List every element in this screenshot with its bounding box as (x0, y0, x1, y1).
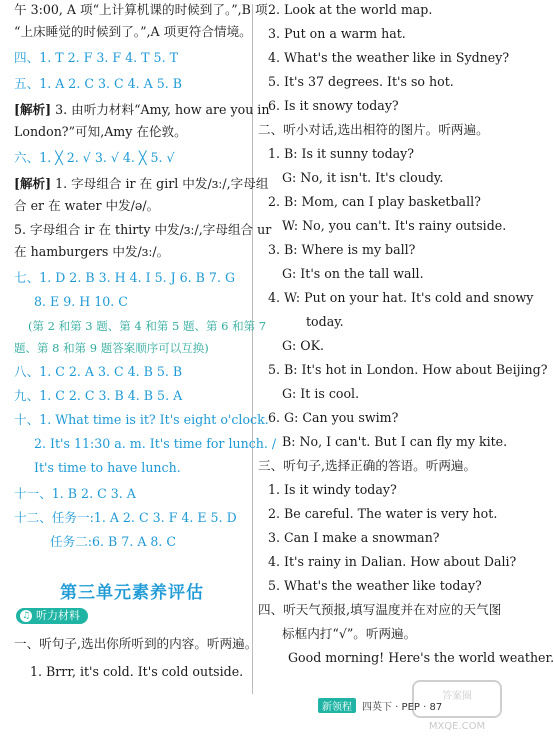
note-line: 题、第 8 和第 9 题答案顺序可以互换) (14, 341, 209, 355)
dialog-line: G: It's on the tall wall. (282, 266, 424, 281)
analysis-tag: [解析] (14, 102, 52, 117)
watermark-logo: 答案圈 MXQE.COM (412, 680, 502, 718)
dialog-line: B: No, I can't. But I can fly my kite. (282, 434, 508, 449)
answer-line-7 (14, 270, 235, 286)
answer-line-10c: It's time to have lunch. (34, 460, 181, 475)
answer-text: 任务一:1. A 2. C 3. F 4. E 5. D (51, 510, 237, 525)
dialog-line: 5. B: It's hot in London. How about Beijing? (268, 362, 548, 377)
answer-text: 1. D 2. B 3. H 4. I 5. J 6. B 7. G (39, 270, 236, 285)
section-label: 十一、 (14, 486, 52, 501)
dialog-line: 4. W: Put on your hat. It's cold and snowy (268, 290, 534, 305)
section-label: 四、 (14, 50, 40, 65)
text-line: 午 3:00, A 项“上计算机课的时候到了。”,B 项 (14, 2, 268, 17)
section-label: 六、 (14, 150, 40, 165)
listening-line: 4. What's the weather like in Sydney? (268, 50, 510, 65)
listening-line: 3. Put on a warm hat. (268, 26, 406, 41)
note-line: (第 2 和第 3 题、第 4 和第 5 题、第 6 和第 7 (28, 319, 267, 333)
analysis-2-line: 合 er 在 water 中发/ə/。 (14, 198, 160, 213)
headphone-icon: ♫ (21, 611, 31, 621)
section-1-heading: 一、听句子,选出你所听到的内容。听两遍。 (14, 636, 258, 651)
section-4-heading-cont: 标框内打“√”。听两遍。 (282, 626, 417, 641)
page-footer (318, 698, 442, 713)
dialog-line: G: It is cool. (282, 386, 360, 401)
answer-line-11 (14, 486, 136, 502)
answer-line-5 (14, 76, 182, 92)
analysis-1 (14, 102, 269, 118)
dialog-line: G: OK. (282, 338, 325, 353)
dialog-line: 2. B: Mom, can I play basketball? (268, 194, 481, 209)
section-4-heading: 四、听天气预报,填写温度并在对应的天气图 (258, 602, 502, 617)
analysis-2-line: 在 hamburgers 中发/ɜː/。 (14, 244, 170, 259)
analysis-2 (14, 176, 268, 192)
dialog-line: 1. B: Is it sunny today? (268, 146, 415, 161)
brand-tag: 新领程 (318, 698, 356, 713)
text-line: “上床睡觉的时候到了。”,A 项更符合情境。 (14, 24, 252, 39)
listening-line: 1. Brrr, it's cold. It's cold outside. (30, 664, 244, 679)
listening-line: 6. Is it snowy today? (268, 98, 399, 113)
listening-line: 5. It's 37 degrees. It's so hot. (268, 74, 454, 89)
dialog-line: G: No, it isn't. It's cloudy. (282, 170, 444, 185)
answer-text: 1. What time is it? It's eight o'clock. (39, 412, 269, 427)
answer-text: 1. A 2. C 3. C 4. A 5. B (39, 76, 183, 91)
analysis-text: 1. 字母组合 ir 在 girl 中发/ɜː/,字母组 (55, 176, 269, 191)
answer-text: 1. C 2. A 3. C 4. B 5. B (39, 364, 183, 379)
answer-line-4 (14, 50, 178, 66)
listening-line: 2. Be careful. The water is very hot. (268, 506, 498, 521)
answer-line-9 (14, 388, 182, 404)
analysis-1-cont: London?”可知,Amy 在伦敦。 (14, 124, 187, 139)
listening-line: 4. It's rainy in Dalian. How about Dali? (268, 554, 517, 569)
answer-line-8 (14, 364, 182, 380)
answer-line-7b: 8. E 9. H 10. C (34, 294, 128, 309)
listening-line: 3. Can I make a snowman? (268, 530, 440, 545)
unit-title: 第三单元素养评估 (60, 583, 204, 603)
page-info: 四英下 · PEP · 87 (362, 702, 443, 713)
listening-line: Good morning! Here's the world weather. (288, 650, 554, 665)
dialog-line: 3. B: Where is my ball? (268, 242, 416, 257)
listening-line: 5. What's the weather like today? (268, 578, 482, 593)
analysis-tag: [解析] (14, 176, 52, 191)
answer-text: 1. C 2. C 3. B 4. B 5. A (39, 388, 183, 403)
section-label: 十二、 (14, 510, 52, 525)
dialog-line: W: No, you can't. It's rainy outside. (282, 218, 507, 233)
answer-text: 1. T 2. F 3. F 4. T 5. T (39, 50, 178, 65)
listening-line: 1. Is it windy today? (268, 482, 397, 497)
section-label: 八、 (14, 364, 40, 379)
analysis-2-line: 5. 字母组合 ir 在 thirty 中发/ɜː/,字母组合 ur (14, 222, 272, 237)
answer-text: 1. B 2. C 3. A (51, 486, 136, 501)
answer-text: 1. ╳ 2. √ 3. √ 4. ╳ 5. √ (39, 150, 175, 165)
listening-badge (16, 608, 88, 624)
section-label: 九、 (14, 388, 40, 403)
section-2-heading: 二、听小对话,选出相符的图片。听两遍。 (258, 122, 489, 137)
badge-label: 听力材料 (36, 609, 80, 622)
listening-line: 2. Look at the world map. (268, 2, 433, 17)
analysis-text: 3. 由听力材料“Amy, how are you in (55, 102, 270, 117)
answer-line-12 (14, 510, 237, 526)
section-3-heading: 三、听句子,选择正确的答语。听两遍。 (258, 458, 477, 473)
section-label: 七、 (14, 270, 40, 285)
answer-line-10 (14, 412, 269, 428)
dialog-line: 6. G: Can you swim? (268, 410, 399, 425)
answer-line-10b: 2. It's 11:30 a. m. It's time for lunch. / (34, 436, 277, 451)
answer-line-12b: 任务二:6. B 7. A 8. C (50, 534, 177, 549)
section-label: 五、 (14, 76, 40, 91)
dialog-line: today. (306, 314, 344, 329)
section-label: 十、 (14, 412, 40, 427)
answer-line-6 (14, 150, 175, 166)
